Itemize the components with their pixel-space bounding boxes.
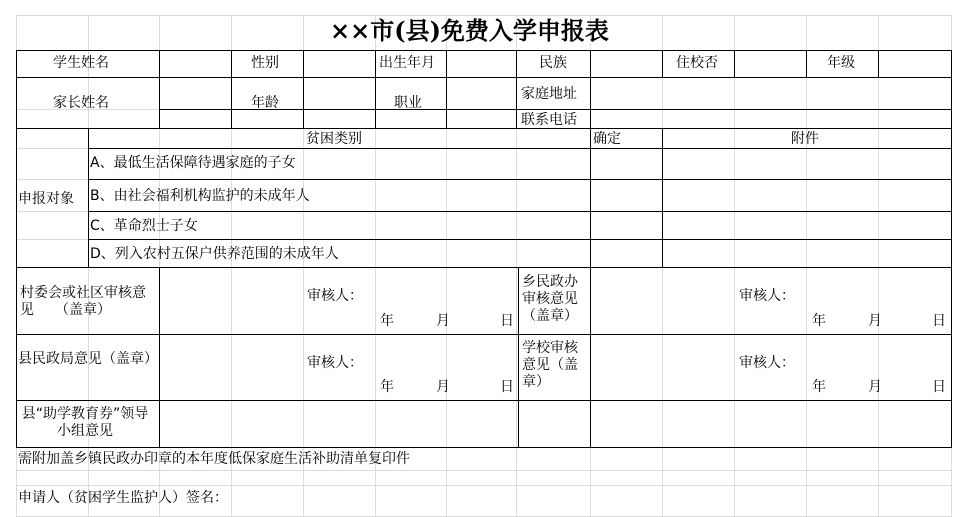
applicant-type-label: 申报对象 [18,191,74,207]
school-opinion-label: 学校审核意见（盖章） [522,340,578,390]
confirm-d-field[interactable] [591,240,662,267]
student-name-label: 学生姓名 [53,55,109,71]
occupation-label: 职业 [394,95,422,111]
grade-field[interactable] [879,51,951,77]
boarding-label: 住校否 [676,55,718,71]
birth-label: 出生年月 [379,55,435,71]
gender-label: 性别 [251,55,279,71]
parent-name-field[interactable] [160,78,231,128]
signature-label: 申请人（贫困学生监护人）签名： [18,490,228,506]
form-title: ××市(县)免费入学申报表 [330,17,609,45]
age-field[interactable] [304,78,375,128]
county-civil-opinion-label: 县民政局意见（盖章） [18,351,158,367]
school-year: 年 [812,379,826,395]
boarding-field[interactable] [735,51,806,77]
confirm-c-field[interactable] [591,212,662,239]
village-opinion-label: 村委会或社区审核意见 （盖章） [20,285,146,318]
county-reviewer-label: 审核人： [307,355,363,371]
birth-field[interactable] [447,51,516,77]
ethnicity-field[interactable] [591,51,662,77]
township-month: 月 [868,313,882,329]
township-reviewer-label: 审核人： [739,288,795,304]
category-a: A、最低生活保障待遇家庭的子女 [90,155,296,171]
gender-field[interactable] [304,51,375,77]
school-day: 日 [932,379,946,395]
village-month: 月 [436,313,450,329]
phone-label: 联系电话 [521,112,577,128]
village-year: 年 [380,313,394,329]
category-c: C、革命烈士子女 [90,218,198,234]
phone-field[interactable] [591,110,951,128]
address-field[interactable] [591,78,951,109]
category-d: D、列入农村五保户供养范围的未成年人 [90,246,339,262]
confirm-b-field[interactable] [591,180,662,211]
village-reviewer-label: 审核人： [307,288,363,304]
village-day: 日 [500,313,514,329]
parent-name-label: 家长姓名 [53,95,109,111]
student-name-field[interactable] [160,51,231,77]
occupation-field[interactable] [447,78,516,128]
county-month: 月 [436,379,450,395]
county-day: 日 [500,379,514,395]
grade-label: 年级 [827,55,855,71]
attachment-header: 附件 [791,131,819,147]
township-day: 日 [932,313,946,329]
age-label: 年龄 [251,95,279,111]
confirm-a-field[interactable] [591,149,662,179]
footer-note: 需附加盖乡镇民政办印章的本年度低保家庭生活补助清单复印件 [18,451,410,467]
category-b: B、由社会福利机构监护的未成年人 [90,188,310,204]
voucher-group-opinion-label: 县“助学教育券”领导小组意见 [21,406,149,439]
county-year: 年 [380,379,394,395]
ethnicity-label: 民族 [539,55,567,71]
school-reviewer-label: 审核人： [739,355,795,371]
township-opinion-label: 乡民政办审核意见（盖章） [522,274,578,324]
school-month: 月 [868,379,882,395]
address-label: 家庭地址 [521,86,577,102]
township-year: 年 [812,313,826,329]
confirm-header: 确定 [593,131,621,147]
poverty-category-header: 贫困类别 [306,131,362,147]
